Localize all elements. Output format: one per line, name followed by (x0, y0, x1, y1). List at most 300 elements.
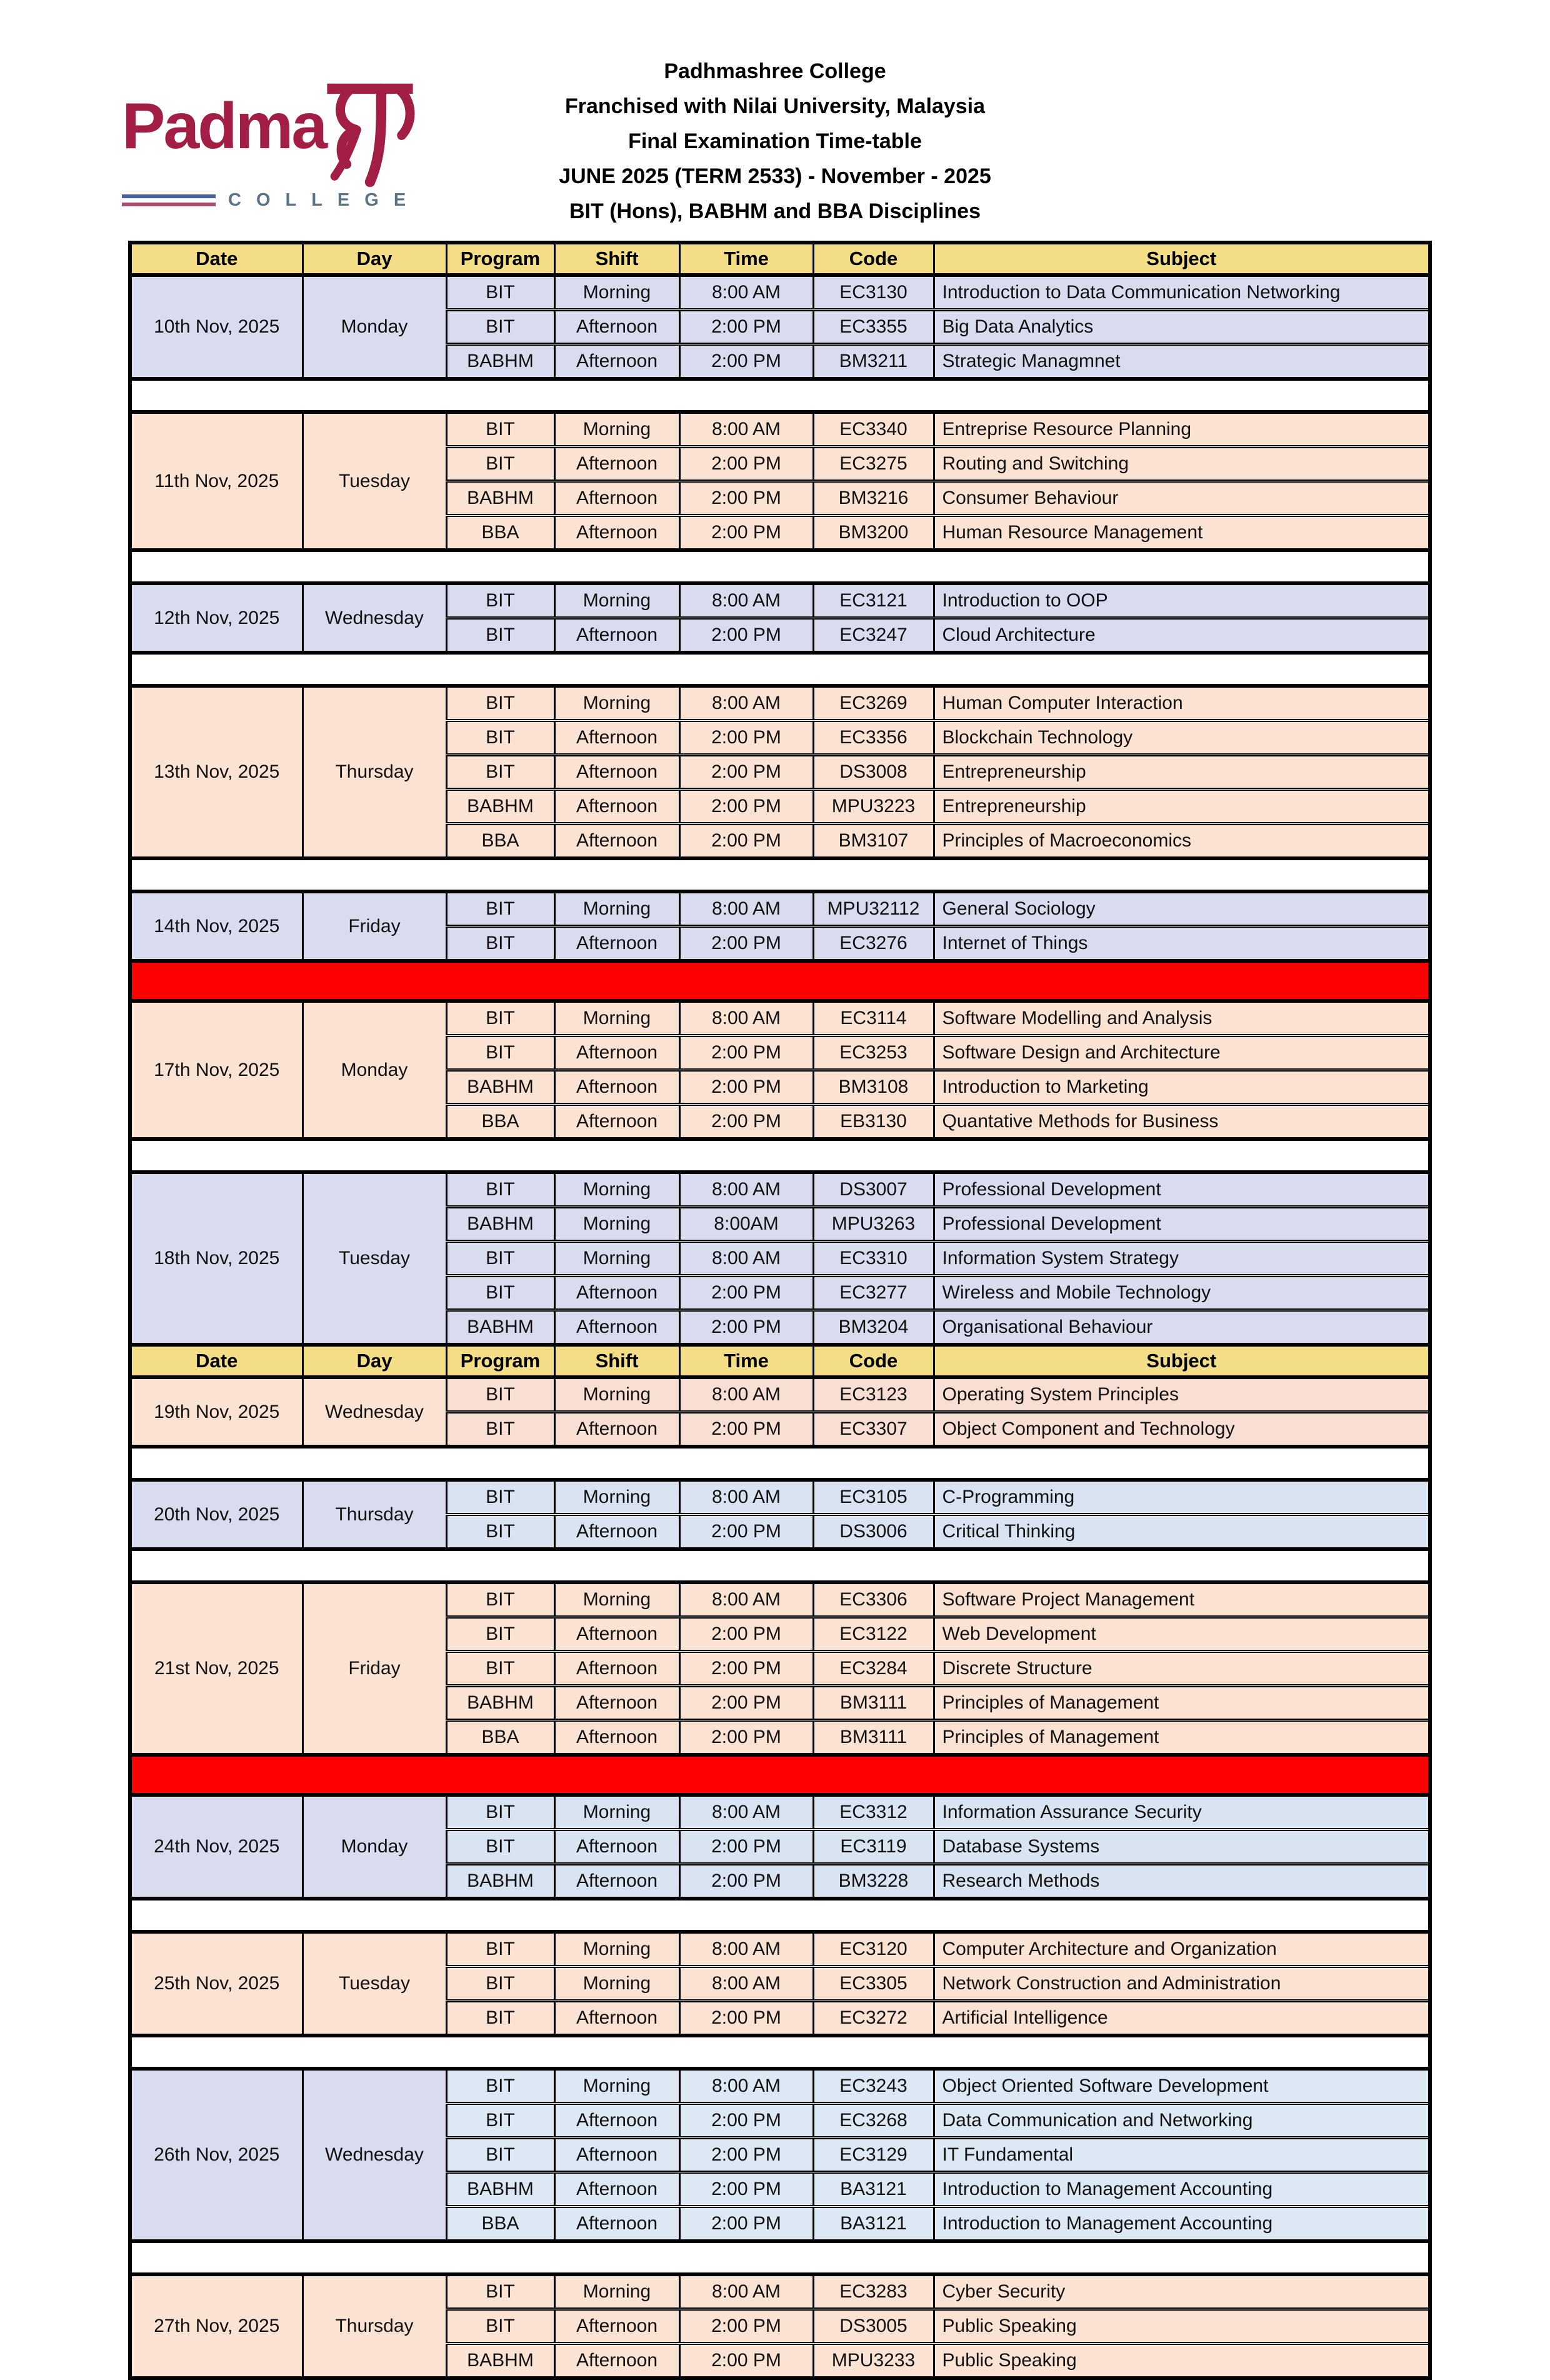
spacer-cell (130, 1139, 1430, 1172)
exam-row (130, 1001, 1430, 1036)
day-cell: Monday (302, 1795, 446, 1899)
program-cell: BIT (446, 1652, 554, 1686)
exam-row (130, 1377, 1430, 1412)
subject-cell: Entrepreneurship (934, 755, 1430, 790)
day-group (130, 1001, 1430, 1139)
column-header-subject: Subject (934, 243, 1430, 275)
shift-cell: Morning (554, 2069, 679, 2104)
subject-cell: Database Systems (934, 1830, 1430, 1864)
subject-cell: Artificial Intelligence (934, 2001, 1430, 2036)
shift-cell: Afternoon (554, 824, 679, 859)
code-cell: DS3006 (813, 1515, 934, 1550)
code-cell: EC3310 (813, 1242, 934, 1276)
program-cell: BIT (446, 1412, 554, 1447)
exam-row (130, 583, 1430, 618)
subject-cell: C-Programming (934, 1480, 1430, 1515)
time-cell: 2:00 PM (679, 790, 813, 824)
code-cell: EC3307 (813, 1412, 934, 1447)
time-cell: 8:00 AM (679, 1582, 813, 1617)
code-cell: DS3008 (813, 755, 934, 790)
shift-cell: Morning (554, 1377, 679, 1412)
program-cell: BIT (446, 686, 554, 721)
time-cell: 2:00 PM (679, 1720, 813, 1755)
spacer-cell (130, 379, 1430, 412)
shift-cell: Afternoon (554, 1276, 679, 1310)
shift-cell: Afternoon (554, 1070, 679, 1105)
shift-cell: Morning (554, 2274, 679, 2309)
subject-cell: Professional Development (934, 1172, 1430, 1207)
subject-cell: Software Project Management (934, 1582, 1430, 1617)
program-cell: BIT (446, 926, 554, 962)
program-cell: BABHM (446, 1310, 554, 1345)
spacer (130, 1899, 1430, 1932)
day-cell: Wednesday (302, 1377, 446, 1447)
time-cell: 2:00 PM (679, 2207, 813, 2242)
date-cell: 18th Nov, 2025 (130, 1172, 302, 1345)
column-header-group (130, 243, 1430, 275)
code-cell: EC3305 (813, 1967, 934, 2001)
spacer (130, 1139, 1430, 1172)
date-cell: 26th Nov, 2025 (130, 2069, 302, 2241)
day-group (130, 583, 1430, 653)
code-cell: EC3122 (813, 1617, 934, 1652)
program-cell: BIT (446, 755, 554, 790)
subject-cell: Blockchain Technology (934, 721, 1430, 755)
program-cell: BIT (446, 1967, 554, 2001)
date-cell: 24th Nov, 2025 (130, 1795, 302, 1899)
shift-cell: Afternoon (554, 1036, 679, 1070)
subject-cell: Human Resource Management (934, 516, 1430, 551)
code-cell: EC3253 (813, 1036, 934, 1070)
time-cell: 8:00 AM (679, 1932, 813, 1967)
code-cell: EC3283 (813, 2274, 934, 2309)
exam-row (130, 1795, 1430, 1830)
code-cell: EC3340 (813, 412, 934, 447)
code-cell: MPU32112 (813, 891, 934, 926)
column-header-day: Day (302, 1345, 446, 1377)
time-cell: 2:00 PM (679, 1830, 813, 1864)
devanagari-shri-logo-glyph (323, 78, 417, 188)
time-cell: 2:00 PM (679, 447, 813, 481)
day-cell: Tuesday (302, 412, 446, 550)
shift-cell: Afternoon (554, 310, 679, 344)
spacer-cell (130, 1549, 1430, 1582)
time-cell: 2:00 PM (679, 516, 813, 551)
shift-cell: Afternoon (554, 2344, 679, 2379)
day-cell: Tuesday (302, 1932, 446, 2036)
shift-cell: Morning (554, 275, 679, 310)
time-cell: 8:00 AM (679, 2069, 813, 2104)
code-cell: BM3111 (813, 1686, 934, 1720)
program-cell: BABHM (446, 481, 554, 516)
program-cell: BIT (446, 447, 554, 481)
weekend-separator (130, 1755, 1430, 1795)
subject-cell: Operating System Principles (934, 1377, 1430, 1412)
shift-cell: Afternoon (554, 2207, 679, 2242)
timetable-header-row (130, 1345, 1430, 1377)
column-header-code: Code (813, 1345, 934, 1377)
shift-cell: Morning (554, 583, 679, 618)
college-name: Padhmashree College (664, 59, 886, 83)
program-cell: BBA (446, 516, 554, 551)
subject-cell: Public Speaking (934, 2309, 1430, 2344)
spacer (130, 653, 1430, 686)
time-cell: 2:00 PM (679, 1864, 813, 1899)
code-cell: EC3105 (813, 1480, 934, 1515)
day-cell: Wednesday (302, 583, 446, 653)
subject-cell: Consumer Behaviour (934, 481, 1430, 516)
code-cell: BA3121 (813, 2207, 934, 2242)
logo-rule-pink (122, 203, 216, 206)
subject-cell: Software Modelling and Analysis (934, 1001, 1430, 1036)
time-cell: 2:00 PM (679, 1276, 813, 1310)
subject-cell: Organisational Behaviour (934, 1310, 1430, 1345)
shift-cell: Morning (554, 1967, 679, 2001)
time-cell: 2:00 PM (679, 1652, 813, 1686)
day-group (130, 1795, 1430, 1899)
timetable-header-row (130, 243, 1430, 275)
time-cell: 8:00 AM (679, 686, 813, 721)
spacer-cell (130, 653, 1430, 686)
day-group (130, 2069, 1430, 2241)
subject-cell: Information System Strategy (934, 1242, 1430, 1276)
program-cell: BIT (446, 1582, 554, 1617)
time-cell: 2:00 PM (679, 2001, 813, 2036)
term-line: JUNE 2025 (TERM 2533) - November - 2025 (559, 164, 991, 188)
code-cell: DS3005 (813, 2309, 934, 2344)
subject-cell: General Sociology (934, 891, 1430, 926)
day-cell: Tuesday (302, 1172, 446, 1345)
code-cell: BM3204 (813, 1310, 934, 1345)
weekend-band (130, 1755, 1430, 1795)
shift-cell: Afternoon (554, 447, 679, 481)
column-header-day: Day (302, 243, 446, 275)
time-cell: 2:00 PM (679, 618, 813, 653)
shift-cell: Afternoon (554, 1310, 679, 1345)
shift-cell: Afternoon (554, 1105, 679, 1140)
time-cell: 8:00 AM (679, 412, 813, 447)
code-cell: BM3107 (813, 824, 934, 859)
subject-cell: Principles of Management (934, 1686, 1430, 1720)
shift-cell: Afternoon (554, 344, 679, 379)
day-cell: Monday (302, 275, 446, 379)
code-cell: EC3269 (813, 686, 934, 721)
code-cell: EC3306 (813, 1582, 934, 1617)
time-cell: 2:00 PM (679, 721, 813, 755)
shift-cell: Afternoon (554, 2001, 679, 2036)
spacer-cell (130, 1447, 1430, 1480)
code-cell: EC3120 (813, 1932, 934, 1967)
exam-row (130, 2069, 1430, 2104)
date-cell: 14th Nov, 2025 (130, 891, 302, 961)
spacer (130, 379, 1430, 412)
time-cell: 2:00 PM (679, 926, 813, 962)
program-cell: BIT (446, 1932, 554, 1967)
exam-row (130, 412, 1430, 447)
code-cell: EC3130 (813, 275, 934, 310)
shift-cell: Afternoon (554, 1412, 679, 1447)
time-cell: 2:00 PM (679, 2309, 813, 2344)
shift-cell: Morning (554, 686, 679, 721)
time-cell: 2:00 PM (679, 344, 813, 379)
code-cell: BM3108 (813, 1070, 934, 1105)
subject-cell: Quantative Methods for Business (934, 1105, 1430, 1140)
program-cell: BIT (446, 1515, 554, 1550)
subject-cell: Computer Architecture and Organization (934, 1932, 1430, 1967)
code-cell: EC3355 (813, 310, 934, 344)
time-cell: 2:00 PM (679, 2104, 813, 2138)
column-header-shift: Shift (554, 243, 679, 275)
spacer (130, 1549, 1430, 1582)
code-cell: EB3130 (813, 1105, 934, 1140)
subject-cell: Professional Development (934, 1207, 1430, 1242)
subject-cell: Web Development (934, 1617, 1430, 1652)
time-cell: 8:00 AM (679, 1377, 813, 1412)
time-cell: 8:00 AM (679, 891, 813, 926)
column-header-date: Date (130, 243, 302, 275)
column-header-subject: Subject (934, 1345, 1430, 1377)
shift-cell: Afternoon (554, 1830, 679, 1864)
shift-cell: Afternoon (554, 481, 679, 516)
subject-cell: Principles of Management (934, 1720, 1430, 1755)
spacer (130, 2241, 1430, 2274)
shift-cell: Morning (554, 1242, 679, 1276)
program-cell: BIT (446, 1617, 554, 1652)
day-group (130, 2274, 1430, 2378)
subject-cell: Cloud Architecture (934, 618, 1430, 653)
shift-cell: Afternoon (554, 2172, 679, 2207)
logo-rule-blue (122, 194, 216, 198)
shift-cell: Afternoon (554, 790, 679, 824)
subject-cell: Object Component and Technology (934, 1412, 1430, 1447)
column-header-program: Program (446, 1345, 554, 1377)
exam-row (130, 2274, 1430, 2309)
shift-cell: Afternoon (554, 516, 679, 551)
code-cell: EC3268 (813, 2104, 934, 2138)
shift-cell: Afternoon (554, 926, 679, 962)
time-cell: 2:00 PM (679, 1070, 813, 1105)
shift-cell: Morning (554, 1480, 679, 1515)
subject-cell: Principles of Macroeconomics (934, 824, 1430, 859)
date-cell: 11th Nov, 2025 (130, 412, 302, 550)
program-cell: BABHM (446, 2172, 554, 2207)
time-cell: 8:00 AM (679, 1172, 813, 1207)
subject-cell: Introduction to OOP (934, 583, 1430, 618)
code-cell: BM3200 (813, 516, 934, 551)
time-cell: 2:00 PM (679, 1686, 813, 1720)
time-cell: 2:00 PM (679, 1310, 813, 1345)
time-cell: 8:00 AM (679, 1967, 813, 2001)
date-cell: 10th Nov, 2025 (130, 275, 302, 379)
day-group (130, 1932, 1430, 2036)
code-cell: EC3243 (813, 2069, 934, 2104)
day-group (130, 1582, 1430, 1755)
spacer (130, 2036, 1430, 2069)
program-cell: BIT (446, 1276, 554, 1310)
subject-cell: IT Fundamental (934, 2138, 1430, 2172)
subject-cell: Cyber Security (934, 2274, 1430, 2309)
shift-cell: Morning (554, 1932, 679, 1967)
code-cell: BM3211 (813, 344, 934, 379)
spacer (130, 858, 1430, 891)
date-cell: 21st Nov, 2025 (130, 1582, 302, 1755)
day-cell: Thursday (302, 686, 446, 858)
spacer-cell (130, 2036, 1430, 2069)
shift-cell: Afternoon (554, 2104, 679, 2138)
program-cell: BABHM (446, 344, 554, 379)
exam-row (130, 1932, 1430, 1967)
subject-cell: Routing and Switching (934, 447, 1430, 481)
date-cell: 19th Nov, 2025 (130, 1377, 302, 1447)
program-cell: BIT (446, 721, 554, 755)
code-cell: EC3121 (813, 583, 934, 618)
code-cell: EC3129 (813, 2138, 934, 2172)
code-cell: BM3111 (813, 1720, 934, 1755)
time-cell: 8:00 AM (679, 2274, 813, 2309)
program-cell: BIT (446, 2274, 554, 2309)
time-cell: 2:00 PM (679, 1515, 813, 1550)
program-cell: BIT (446, 1830, 554, 1864)
subject-cell: Wireless and Mobile Technology (934, 1276, 1430, 1310)
program-cell: BABHM (446, 1686, 554, 1720)
shift-cell: Morning (554, 1207, 679, 1242)
exam-row (130, 891, 1430, 926)
program-cell: BBA (446, 1105, 554, 1140)
code-cell: EC3275 (813, 447, 934, 481)
logo-brand-text: Padma (122, 90, 326, 163)
program-cell: BIT (446, 275, 554, 310)
date-cell: 20th Nov, 2025 (130, 1480, 302, 1549)
date-cell: 25th Nov, 2025 (130, 1932, 302, 2036)
program-cell: BIT (446, 310, 554, 344)
time-cell: 2:00 PM (679, 310, 813, 344)
subject-cell: Entreprise Resource Planning (934, 412, 1430, 447)
code-cell: BM3216 (813, 481, 934, 516)
shift-cell: Afternoon (554, 1864, 679, 1899)
day-group (130, 1172, 1430, 1345)
program-cell: BABHM (446, 2344, 554, 2379)
weekend-band (130, 961, 1430, 1001)
program-cell: BABHM (446, 1207, 554, 1242)
column-header-group (130, 1345, 1430, 1377)
code-cell: BM3228 (813, 1864, 934, 1899)
column-header-time: Time (679, 1345, 813, 1377)
program-cell: BIT (446, 2001, 554, 2036)
date-cell: 17th Nov, 2025 (130, 1001, 302, 1139)
code-cell: MPU3263 (813, 1207, 934, 1242)
exam-row (130, 686, 1430, 721)
day-group (130, 275, 1430, 379)
shift-cell: Afternoon (554, 1652, 679, 1686)
program-cell: BABHM (446, 1070, 554, 1105)
logo-rules (122, 194, 216, 206)
shift-cell: Morning (554, 1172, 679, 1207)
program-cell: BABHM (446, 1864, 554, 1899)
time-cell: 2:00 PM (679, 1617, 813, 1652)
exam-row (130, 275, 1430, 310)
day-group (130, 412, 1430, 550)
franchise-line: Franchised with Nilai University, Malaysia (564, 94, 986, 118)
time-cell: 8:00 AM (679, 583, 813, 618)
day-cell: Wednesday (302, 2069, 446, 2241)
subject-cell: Object Oriented Software Development (934, 2069, 1430, 2104)
program-cell: BIT (446, 1036, 554, 1070)
program-cell: BIT (446, 1377, 554, 1412)
time-cell: 8:00 AM (679, 1001, 813, 1036)
code-cell: EC3123 (813, 1377, 934, 1412)
program-cell: BIT (446, 1480, 554, 1515)
program-cell: BIT (446, 2104, 554, 2138)
code-cell: EC3272 (813, 2001, 934, 2036)
shift-cell: Afternoon (554, 2138, 679, 2172)
shift-cell: Afternoon (554, 1515, 679, 1550)
shift-cell: Afternoon (554, 2309, 679, 2344)
code-cell: BA3121 (813, 2172, 934, 2207)
spacer-cell (130, 1899, 1430, 1932)
program-cell: BIT (446, 618, 554, 653)
shift-cell: Morning (554, 1582, 679, 1617)
college-logo (122, 90, 434, 211)
program-cell: BBA (446, 824, 554, 859)
spacer-cell (130, 858, 1430, 891)
exam-row (130, 1172, 1430, 1207)
time-cell: 8:00 AM (679, 1795, 813, 1830)
shift-cell: Afternoon (554, 618, 679, 653)
date-cell: 12th Nov, 2025 (130, 583, 302, 653)
shift-cell: Afternoon (554, 1686, 679, 1720)
code-cell: EC3277 (813, 1276, 934, 1310)
time-cell: 2:00 PM (679, 481, 813, 516)
column-header-shift: Shift (554, 1345, 679, 1377)
subject-cell: Internet of Things (934, 926, 1430, 962)
time-cell: 2:00 PM (679, 1036, 813, 1070)
subject-cell: Introduction to Management Accounting (934, 2172, 1430, 2207)
day-group (130, 686, 1430, 858)
subject-cell: Big Data Analytics (934, 310, 1430, 344)
time-cell: 2:00 PM (679, 755, 813, 790)
day-cell: Thursday (302, 2274, 446, 2378)
subject-cell: Information Assurance Security (934, 1795, 1430, 1830)
program-cell: BABHM (446, 790, 554, 824)
column-header-date: Date (130, 1345, 302, 1377)
column-header-time: Time (679, 243, 813, 275)
shift-cell: Afternoon (554, 1617, 679, 1652)
column-header-program: Program (446, 243, 554, 275)
program-cell: BIT (446, 1242, 554, 1276)
time-cell: 8:00 AM (679, 1242, 813, 1276)
subject-cell: Network Construction and Administration (934, 1967, 1430, 2001)
program-cell: BIT (446, 1001, 554, 1036)
shift-cell: Afternoon (554, 755, 679, 790)
exam-row (130, 1582, 1430, 1617)
program-cell: BBA (446, 2207, 554, 2242)
time-cell: 2:00 PM (679, 2138, 813, 2172)
subject-cell: Public Speaking (934, 2344, 1430, 2379)
program-cell: BIT (446, 583, 554, 618)
subject-cell: Human Computer Interaction (934, 686, 1430, 721)
subject-cell: Entrepreneurship (934, 790, 1430, 824)
program-cell: BIT (446, 2138, 554, 2172)
subject-cell: Introduction to Data Communication Networking (934, 275, 1430, 310)
date-cell: 13th Nov, 2025 (130, 686, 302, 858)
shift-cell: Morning (554, 1001, 679, 1036)
time-cell: 8:00 AM (679, 275, 813, 310)
time-cell: 2:00 PM (679, 824, 813, 859)
subject-cell: Introduction to Management Accounting (934, 2207, 1430, 2242)
spacer-cell (130, 2241, 1430, 2274)
logo-college-text: COLLEGE (228, 190, 421, 210)
shift-cell: Afternoon (554, 721, 679, 755)
